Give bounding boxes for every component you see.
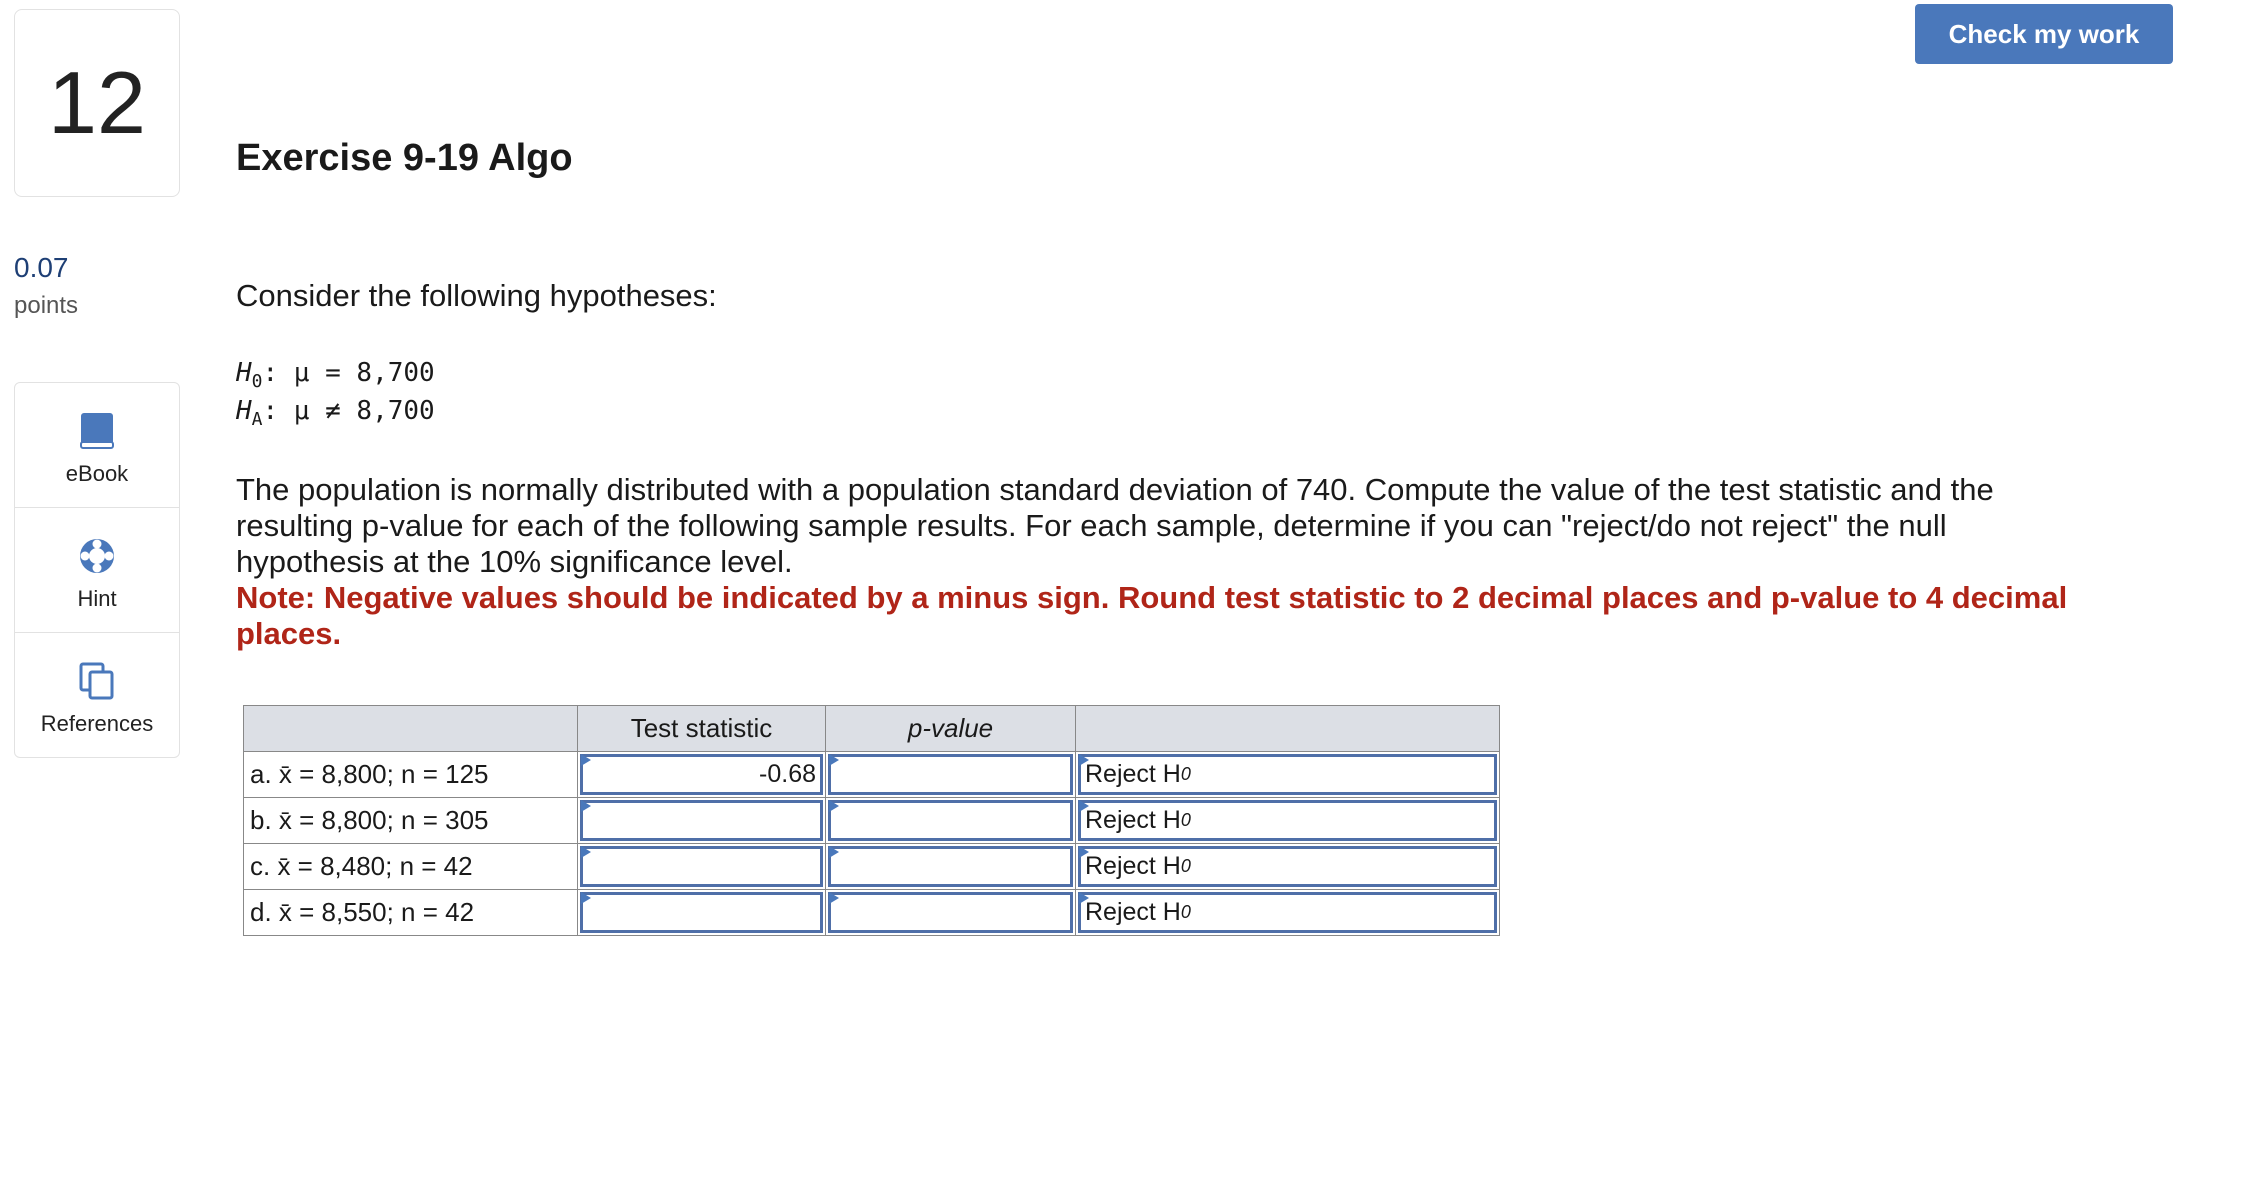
- p-value-input[interactable]: [828, 754, 1073, 795]
- decision-sub: 0: [1180, 856, 1191, 876]
- p-value-cell: [826, 752, 1076, 798]
- copy-icon: [77, 661, 117, 701]
- header-decision: [1076, 706, 1500, 752]
- intro-text: Consider the following hypotheses:: [236, 278, 717, 313]
- decision-dropdown[interactable]: [1078, 892, 1497, 933]
- book-icon: [77, 411, 117, 451]
- header-p-value: p-value: [826, 706, 1076, 752]
- decision-sub: 0: [1180, 764, 1191, 784]
- flag-icon: [1079, 754, 1089, 766]
- p-value-cell: [826, 844, 1076, 890]
- row-label: c. x̄ = 8,480; n = 42: [244, 844, 578, 890]
- flag-icon: [829, 800, 839, 812]
- flag-icon: [829, 846, 839, 858]
- decision-text: Reject H: [1085, 852, 1181, 880]
- decision-text: Reject H: [1085, 760, 1181, 788]
- table-row: [244, 752, 1500, 798]
- decision-dropdown[interactable]: [1078, 754, 1497, 795]
- decision-sub: 0: [1180, 902, 1191, 922]
- flag-icon: [1079, 892, 1089, 904]
- question-number: 12: [14, 9, 180, 197]
- decision-text: Reject H: [1085, 806, 1181, 834]
- flag-icon: [829, 892, 839, 904]
- tools-panel: [14, 382, 180, 758]
- decision-text: Reject H: [1085, 898, 1181, 926]
- decision-cell: [1076, 798, 1500, 844]
- test-statistic-cell: [578, 844, 826, 890]
- table-row: [244, 890, 1500, 936]
- rounding-note: Note: Negative values should be indicated by a minus sign. Round test statistic to 2 decimal places and p-value to 4 decimal places.: [236, 580, 2068, 651]
- alt-hypothesis: $H_A$: μ ≠ 8,700: [236, 396, 435, 431]
- table-row: [244, 844, 1500, 890]
- flag-icon: [581, 846, 591, 858]
- flag-icon: [581, 800, 591, 812]
- p-value-input[interactable]: [828, 892, 1073, 933]
- flag-icon: [581, 892, 591, 904]
- test-statistic-input[interactable]: -0.68: [580, 754, 823, 795]
- references-label: References: [40, 711, 154, 736]
- p-value-input[interactable]: [828, 800, 1073, 841]
- test-statistic-input[interactable]: [580, 846, 823, 887]
- problem-description: [236, 472, 2096, 652]
- test-statistic-cell: [578, 798, 826, 844]
- references-button[interactable]: [15, 633, 179, 758]
- hint-label: Hint: [77, 586, 117, 611]
- check-my-work-button[interactable]: Check my work: [1915, 4, 2173, 64]
- test-statistic-input[interactable]: [580, 892, 823, 933]
- answer-table: [243, 705, 1500, 936]
- row-label: b. x̄ = 8,800; n = 305: [244, 798, 578, 844]
- p-value-input[interactable]: [828, 846, 1073, 887]
- decision-cell: [1076, 752, 1500, 798]
- row-label: d. x̄ = 8,550; n = 42: [244, 890, 578, 936]
- decision-sub: 0: [1180, 810, 1191, 830]
- lifebuoy-icon: [77, 536, 117, 576]
- p-value-cell: [826, 798, 1076, 844]
- row-label: a. x̄ = 8,800; n = 125: [244, 752, 578, 798]
- decision-dropdown[interactable]: [1078, 800, 1497, 841]
- test-statistic-cell: [578, 752, 826, 798]
- null-hypothesis: $H_0$: μ = 8,700: [236, 358, 435, 393]
- test-statistic-cell: [578, 890, 826, 936]
- flag-icon: [1079, 800, 1089, 812]
- test-statistic-input[interactable]: [580, 800, 823, 841]
- decision-cell: [1076, 890, 1500, 936]
- decision-dropdown[interactable]: [1078, 846, 1497, 887]
- decision-cell: [1076, 844, 1500, 890]
- description-text: The population is normally distributed with a population standard deviation of 740. Compute the value of the test statistic and the resulting p-value for each of the following sample results. For each sample, determine if you can "reject/do not reject" the null hypothesis at the 10% significance level.: [236, 472, 1994, 579]
- exercise-title: Exercise 9-19 Algo: [236, 137, 573, 179]
- points-value: 0.07: [14, 252, 69, 283]
- ebook-button[interactable]: [15, 383, 179, 508]
- header-blank: [244, 706, 578, 752]
- flag-icon: [829, 754, 839, 766]
- hint-button[interactable]: [15, 508, 179, 633]
- table-header-row: [244, 706, 1500, 752]
- p-value-cell: [826, 890, 1076, 936]
- ebook-label: eBook: [65, 461, 129, 486]
- header-test-statistic: Test statistic: [578, 706, 826, 752]
- table-row: [244, 798, 1500, 844]
- flag-icon: [1079, 846, 1089, 858]
- flag-icon: [581, 754, 591, 766]
- points-label: points: [14, 292, 79, 319]
